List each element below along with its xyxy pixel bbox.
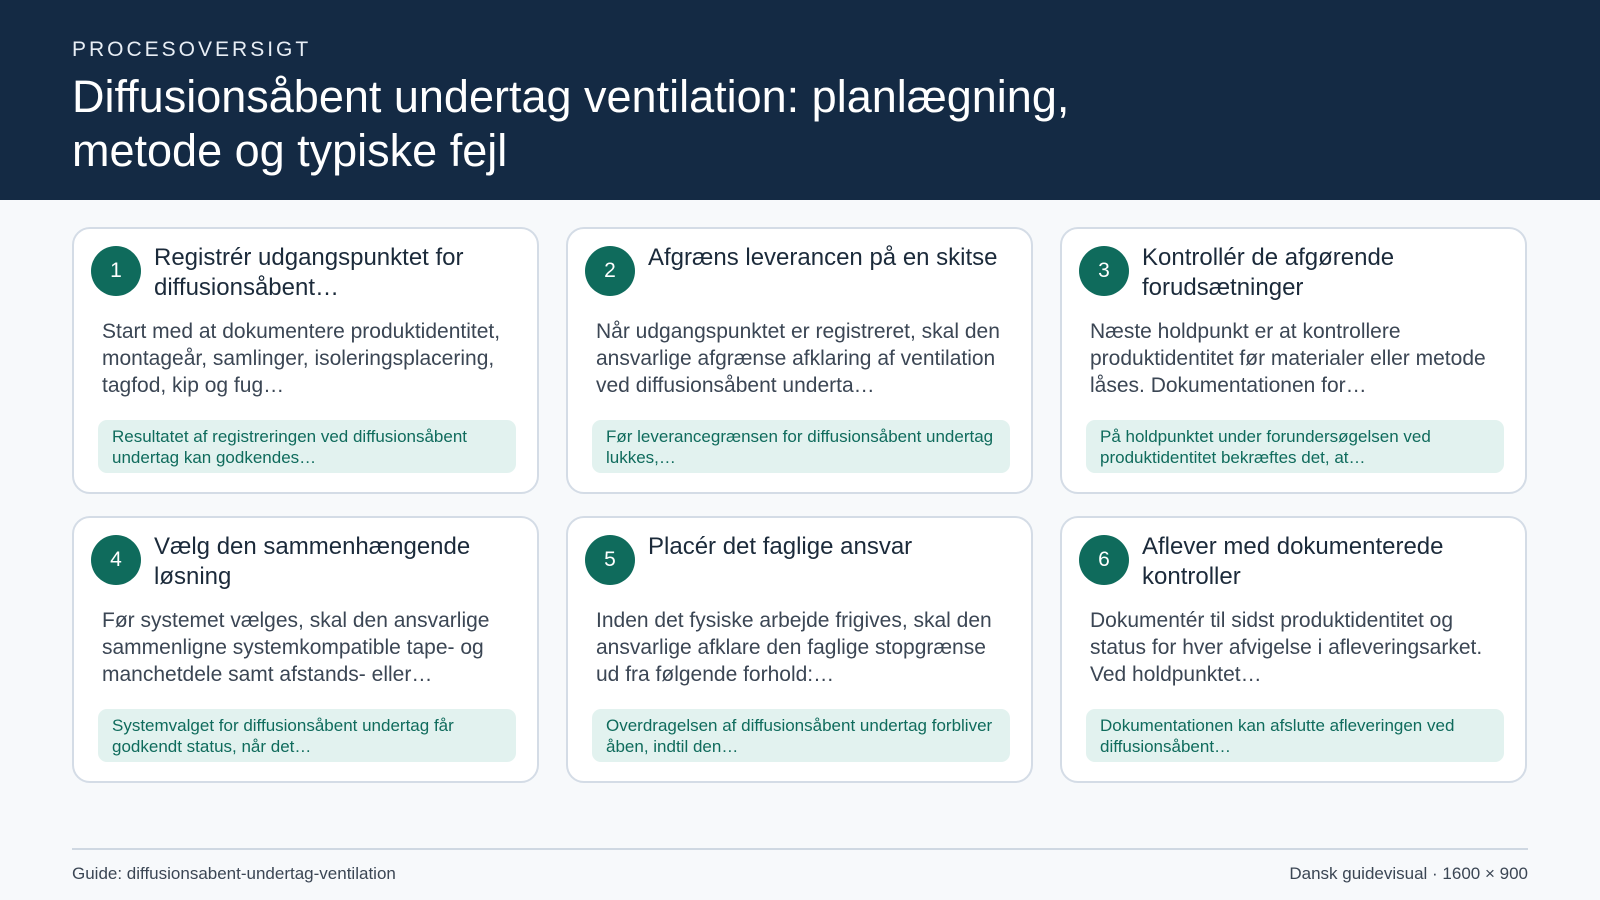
- step-card-4: [72, 516, 539, 783]
- step-title: Kontrollér de afgørende forudsætninger: [1142, 244, 1395, 301]
- eyebrow-label: PROCESOVERSIGT: [72, 38, 312, 61]
- steps-grid: [72, 227, 1527, 783]
- step-title: Placér det faglige ansvar: [648, 533, 913, 560]
- footer-meta: Dansk guidevisual · 1600 × 900: [1289, 864, 1528, 883]
- step-card-3: [1060, 227, 1527, 494]
- step-number-badge: 1: [91, 246, 141, 296]
- footer-guide-slug: Guide: diffusionsabent-undertag-ventilation: [72, 864, 396, 883]
- step-description: Når udgangspunktet er registreret, skal den ansvarlige afgrænse afklaring af ventilation ved diffusionsåbent underta…: [596, 320, 1000, 397]
- step-title: Afgræns leverancen på en skitse: [648, 244, 998, 271]
- step-description: Før systemet vælges, skal den ansvarlige sammenligne systemkompatible tape- og manchetdele samt afstands- eller…: [102, 609, 490, 686]
- step-title: Aflever med dokumenterede kontroller: [1142, 533, 1444, 590]
- step-card-5: [566, 516, 1033, 783]
- step-description: Næste holdpunkt er at kontrollere produktidentitet før materialer eller metode låses. Dokumentationen for…: [1090, 320, 1486, 397]
- step-description: Dokumentér til sidst produktidentitet og status for hver afvigelse i afleveringsarket. Ved holdpunktet…: [1090, 609, 1483, 686]
- step-note: På holdpunktet under forundersøgelsen ved produktidentitet bekræftes det, at…: [1086, 420, 1504, 473]
- step-note: Dokumentationen kan afslutte afleveringen ved diffusionsåbent…: [1086, 709, 1504, 762]
- step-number-badge: 5: [585, 535, 635, 585]
- step-note: Før leverancegrænsen for diffusionsåbent undertag lukkes,…: [592, 420, 1010, 473]
- step-note: Systemvalget for diffusionsåbent undertag får godkendt status, når det…: [98, 709, 516, 762]
- step-number-badge: 3: [1079, 246, 1129, 296]
- step-title: Vælg den sammenhængende løsning: [154, 533, 471, 590]
- step-number-badge: 6: [1079, 535, 1129, 585]
- step-description: Start med at dokumentere produktidentitet, montageår, samlinger, isoleringsplacering, tagfod, kip og fug…: [102, 320, 501, 397]
- step-card-2: [566, 227, 1033, 494]
- step-card-1: [72, 227, 539, 494]
- step-number-badge: 4: [91, 535, 141, 585]
- page-title: Diffusionsåbent undertag ventilation: planlægning, metode og typiske fejl: [72, 71, 1070, 176]
- step-title: Registrér udgangspunktet for diffusionsåbent…: [154, 244, 464, 301]
- step-card-6: [1060, 516, 1527, 783]
- step-number-badge: 2: [585, 246, 635, 296]
- step-description: Inden det fysiske arbejde frigives, skal den ansvarlige afklare den faglige stopgrænse ud fra følgende forhold:…: [596, 609, 992, 686]
- header-banner: [0, 0, 1600, 200]
- step-note: Overdragelsen af diffusionsåbent undertag forbliver åben, indtil den…: [592, 709, 1010, 762]
- step-note: Resultatet af registreringen ved diffusionsåbent undertag kan godkendes…: [98, 420, 516, 473]
- footer-divider: [72, 848, 1528, 850]
